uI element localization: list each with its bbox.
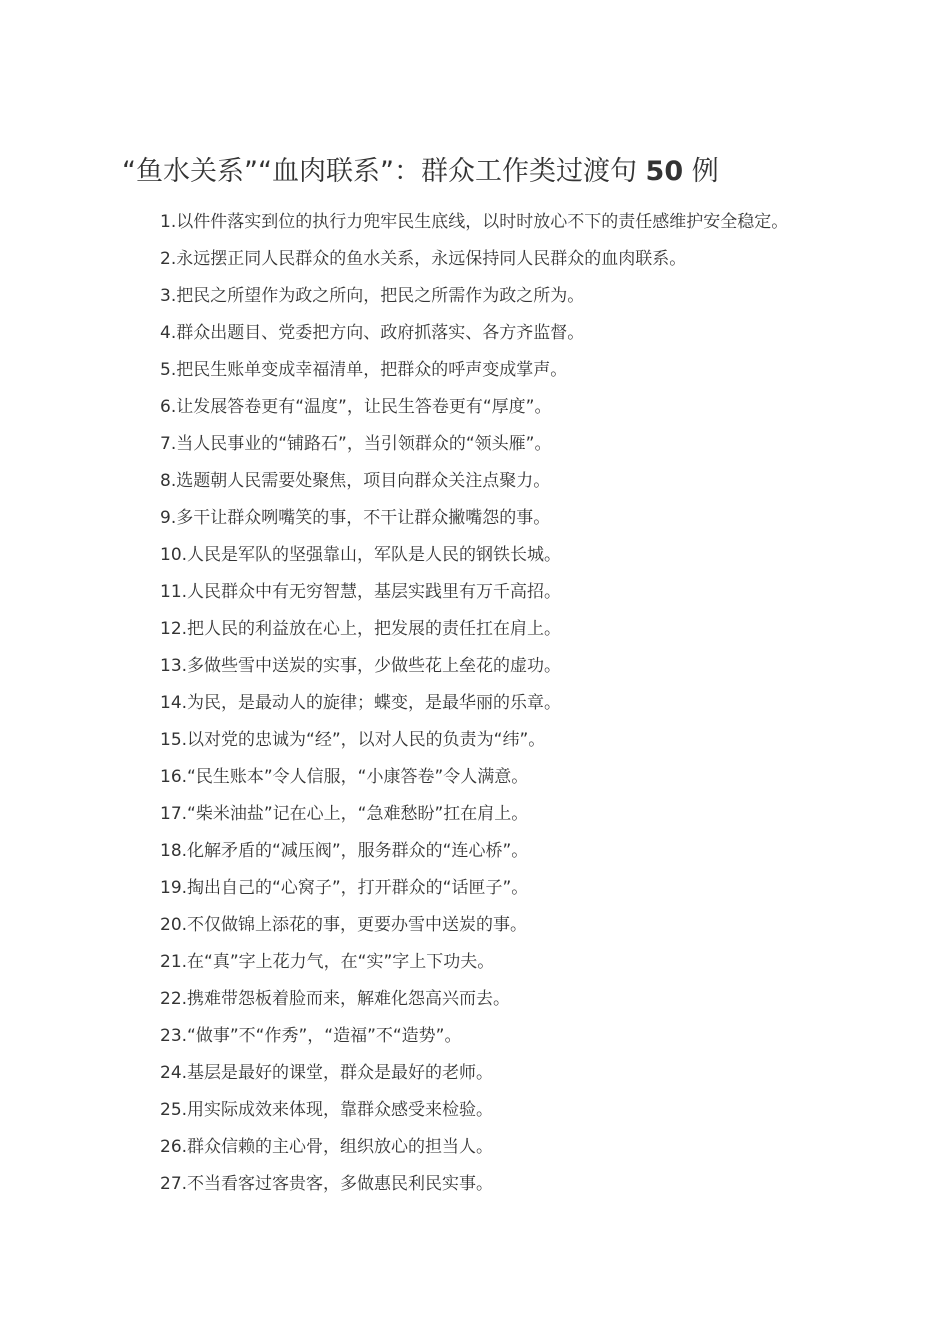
list-item: 19.掏出自己的“心窝子”，打开群众的“话匣子”。 [160,878,529,898]
title-suffix: 例 [683,156,719,187]
list-item: 7.当人民事业的“铺路石”，当引领群众的“领头雁”。 [160,434,552,454]
list-item: 15.以对党的忠诚为“经”，以对人民的负责为“纬”。 [160,730,546,750]
list-item: 2.永远摆正同人民群众的鱼水关系，永远保持同人民群众的血肉联系。 [160,249,687,269]
list-item: 17.“柴米油盐”记在心上，“急难愁盼”扛在肩上。 [160,804,529,824]
list-item: 12.把人民的利益放在心上，把发展的责任扛在肩上。 [160,619,562,639]
list-item: 26.群众信赖的主心骨，组织放心的担当人。 [160,1137,494,1157]
list-item: 10.人民是军队的坚强靠山，军队是人民的钢铁长城。 [160,545,562,565]
list-item: 3.把民之所望作为政之所向，把民之所需作为政之所为。 [160,286,585,306]
title-number: 50 [645,156,684,187]
list-item: 5.把民生账单变成幸福清单，把群众的呼声变成掌声。 [160,360,568,380]
document-title [122,152,842,192]
list-item: 27.不当看客过客贵客，多做惠民利民实事。 [160,1174,494,1194]
list-item: 20.不仅做锦上添花的事，更要办雪中送炭的事。 [160,915,528,935]
list-item: 14.为民，是最动人的旋律；蝶变，是最华丽的乐章。 [160,693,562,713]
list-item: 11.人民群众中有无穷智慧，基层实践里有万千高招。 [160,582,562,602]
title-prefix: “鱼水关系”“血肉联系”：群众工作类过渡句 [122,156,646,187]
list-item: 24.基层是最好的课堂，群众是最好的老师。 [160,1063,494,1083]
sentence-list [122,210,840,1209]
list-item: 1.以件件落实到位的执行力兜牢民生底线，以时时放心不下的责任感维护安全稳定。 [160,212,789,232]
list-item: 18.化解矛盾的“减压阀”，服务群众的“连心桥”。 [160,841,529,861]
list-item: 22.携难带怨板着脸而来，解难化怨高兴而去。 [160,989,511,1009]
list-item: 4.群众出题目、党委把方向、政府抓落实、各方齐监督。 [160,323,585,343]
list-item: 23.“做事”不“作秀”，“造福”不“造势”。 [160,1026,462,1046]
list-item: 25.用实际成效来体现，靠群众感受来检验。 [160,1100,494,1120]
list-item: 16.“民生账本”令人信服，“小康答卷”令人满意。 [160,767,529,787]
list-item: 9.多干让群众咧嘴笑的事，不干让群众撇嘴怨的事。 [160,508,551,528]
list-item: 6.让发展答卷更有“温度”，让民生答卷更有“厚度”。 [160,397,552,417]
list-item: 13.多做些雪中送炭的实事，少做些花上垒花的虚功。 [160,656,562,676]
list-item: 21.在“真”字上花力气，在“实”字上下功夫。 [160,952,495,972]
list-item: 8.选题朝人民需要处聚焦，项目向群众关注点聚力。 [160,471,551,491]
